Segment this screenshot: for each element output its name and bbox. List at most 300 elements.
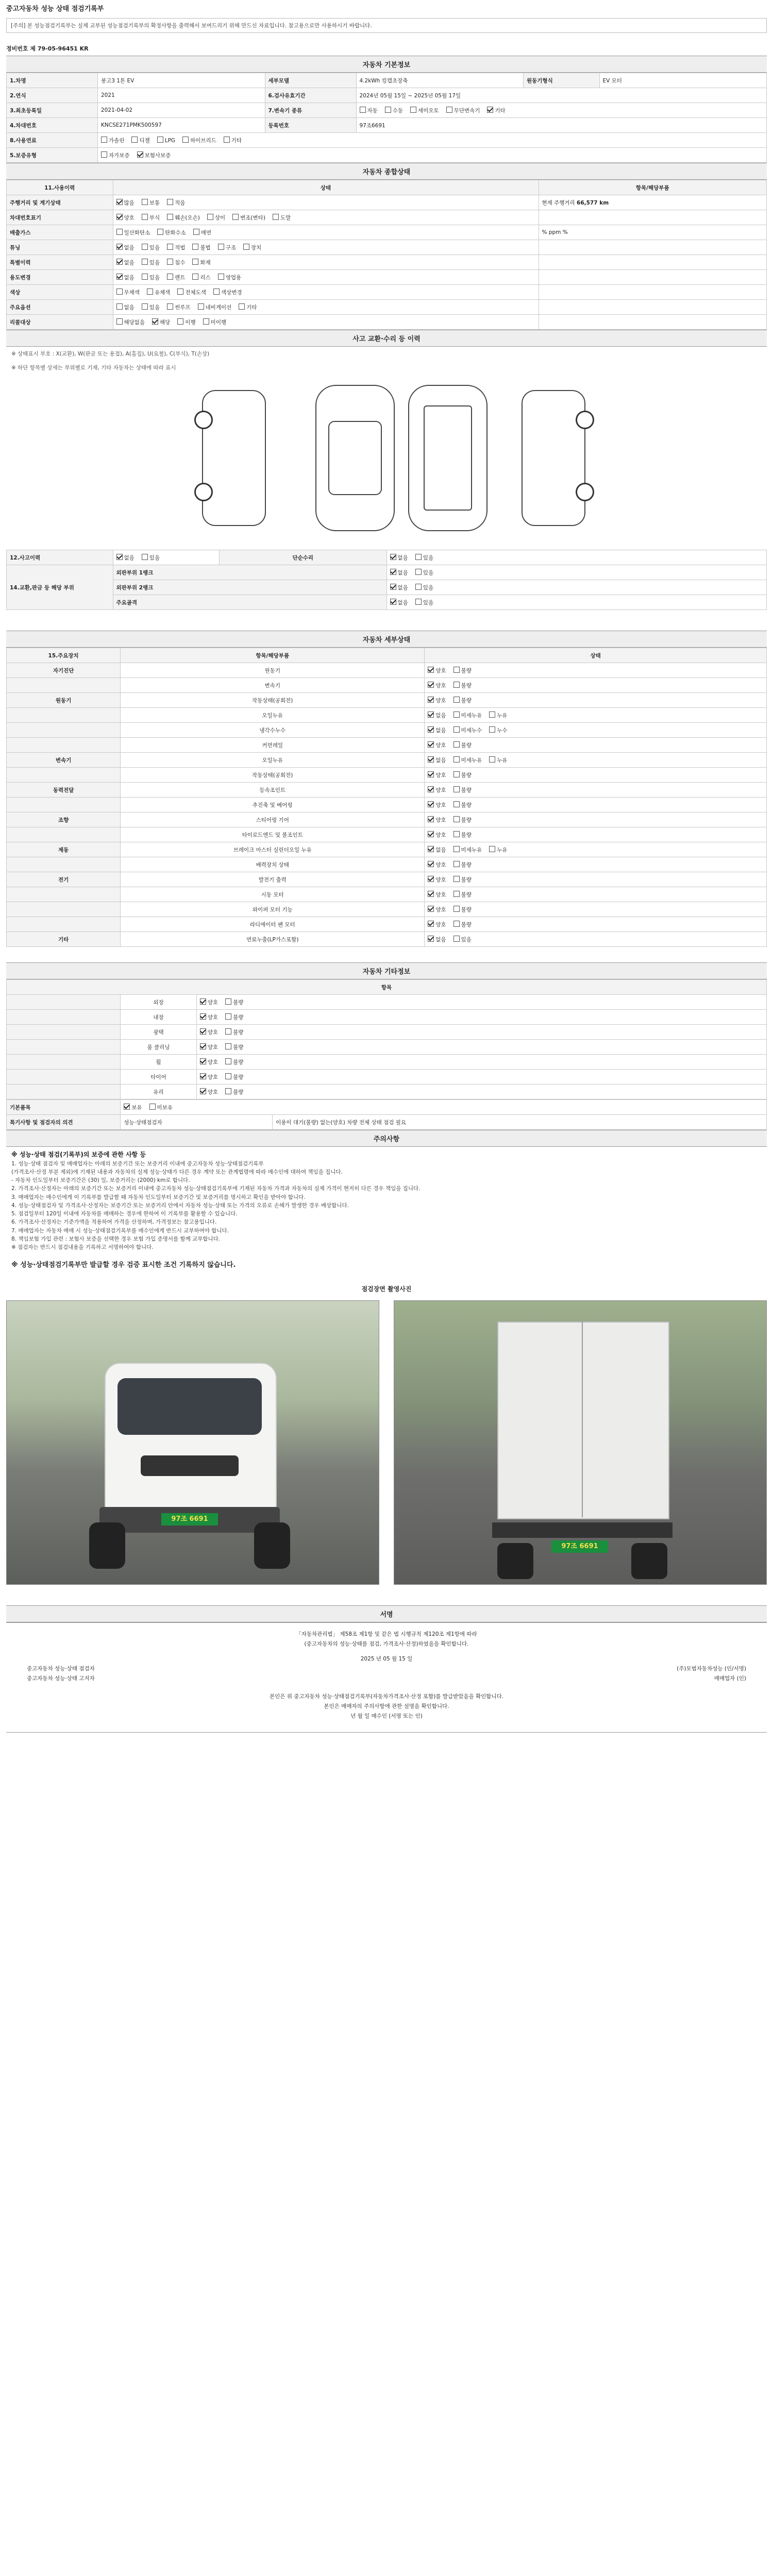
option-label: 적법 [175,244,186,251]
checkbox-icon[interactable] [428,682,434,688]
checkbox-icon[interactable] [428,936,434,942]
checkbox-icon[interactable] [213,289,220,295]
checkbox-icon[interactable] [428,667,434,673]
checkbox-option[interactable] [225,1058,243,1066]
checkbox-icon[interactable] [273,214,279,220]
checkbox-option[interactable] [453,667,472,674]
checkbox-option[interactable] [428,936,446,943]
checkbox-icon[interactable] [360,107,366,113]
detail-state [425,708,767,723]
checkbox-icon[interactable] [142,303,148,310]
checkbox-option[interactable] [116,259,135,266]
checkbox-icon[interactable] [147,289,153,295]
checkbox-icon[interactable] [453,936,460,942]
checkbox-option[interactable] [218,274,241,281]
checkbox-icon[interactable] [390,554,396,560]
checkbox-icon[interactable] [225,1058,231,1064]
checkbox-icon[interactable] [218,244,224,250]
checkbox-icon[interactable] [487,107,493,113]
checkbox-icon[interactable] [428,711,434,718]
checkbox-option[interactable] [213,289,242,296]
rank2-options [386,580,767,595]
checkbox-icon[interactable] [131,137,138,143]
checkbox-icon[interactable] [453,891,460,897]
cert-label: 정비번호 제 [6,45,36,52]
checkbox-icon[interactable] [177,289,183,295]
notes-line: 4. 성능·상태점검자 및 가격조사·산정자는 보증기간 또는 보증거리 안에서 자동차 성능·상태 또는 가격의 오류로 손해가 발생한 경우 배상합니다. [11,1202,349,1209]
checkbox-icon[interactable] [157,229,163,235]
checkbox-icon[interactable] [232,214,239,220]
checkbox-option[interactable] [124,1104,142,1111]
checkbox-option[interactable] [116,274,135,281]
checkbox-icon[interactable] [192,274,198,280]
checkbox-icon[interactable] [428,921,434,927]
checkbox-icon[interactable] [193,229,199,235]
detail-item: 오일누유 [121,708,425,723]
checkbox-icon[interactable] [142,554,148,560]
checkbox-icon[interactable] [177,318,183,325]
checkbox-option[interactable] [203,318,226,326]
checkbox-option[interactable] [453,906,472,913]
checkbox-option[interactable] [453,831,472,839]
checkbox-option[interactable] [489,711,507,719]
checkbox-option[interactable] [224,137,242,144]
checkbox-option[interactable] [142,244,160,251]
checkbox-option[interactable] [453,726,482,734]
checkbox-option[interactable] [149,1104,173,1111]
checkbox-icon[interactable] [428,786,434,792]
checkbox-option[interactable] [167,303,190,311]
checkbox-option[interactable] [116,303,135,311]
checkbox-option[interactable] [273,214,291,222]
checkbox-option[interactable] [225,998,243,1006]
checkbox-option[interactable] [142,259,160,266]
motor-label: 원동기형식 [524,73,600,88]
option-label: 있음 [461,936,472,943]
checkbox-icon[interactable] [489,756,495,762]
checkbox-option[interactable] [142,214,160,222]
detail-group: 원동기 [7,693,121,708]
checkbox-icon[interactable] [453,921,460,927]
checkbox-option[interactable] [101,151,130,159]
checkbox-icon[interactable] [116,318,123,325]
checkbox-option[interactable] [198,303,232,311]
checkbox-icon[interactable] [453,771,460,777]
checkbox-option[interactable] [489,726,507,734]
checkbox-option[interactable] [200,1058,218,1066]
option-label: 불량 [461,742,472,749]
checkbox-option[interactable] [177,289,206,296]
checkbox-icon[interactable] [101,151,107,158]
checkbox-icon[interactable] [390,599,396,605]
option-label: 불량 [233,1059,244,1065]
checkbox-icon[interactable] [200,1043,206,1049]
checkbox-option[interactable] [193,229,211,236]
status-row [7,255,767,270]
checkbox-option[interactable] [428,921,446,928]
other-row-options [196,1084,766,1099]
checkbox-option[interactable] [192,259,210,266]
checkbox-icon[interactable] [410,107,416,113]
checkbox-icon[interactable] [200,1013,206,1020]
checkbox-option[interactable] [428,876,446,884]
checkbox-option[interactable] [453,846,482,854]
document-title: 중고자동차 성능 상태 점검기록부 [6,5,104,13]
checkbox-icon[interactable] [428,816,434,822]
checkbox-option[interactable] [410,107,439,114]
checkbox-icon[interactable] [200,1058,206,1064]
checkbox-option[interactable] [415,584,433,591]
checkbox-option[interactable] [428,711,446,719]
checkbox-icon[interactable] [116,229,123,235]
checkbox-icon[interactable] [453,831,460,837]
checkbox-option[interactable] [453,756,482,764]
checkbox-icon[interactable] [390,584,396,590]
checkbox-option[interactable] [137,151,171,159]
checkbox-icon[interactable] [453,667,460,673]
detail-item: 라디에이터 팬 모터 [121,917,425,932]
checkbox-option[interactable] [200,998,218,1006]
option-label: 있음 [149,259,160,266]
status-row-options [113,255,539,270]
checkbox-icon[interactable] [428,891,434,897]
checkbox-icon[interactable] [453,876,460,882]
checkbox-option[interactable] [207,214,225,222]
checkbox-option[interactable] [428,741,446,749]
checkbox-option[interactable] [157,229,186,236]
checkbox-icon[interactable] [225,1013,231,1020]
checkbox-icon[interactable] [116,259,123,265]
detail-state [425,723,767,738]
checkbox-icon[interactable] [225,1043,231,1049]
car-side-right-outline [522,390,585,526]
detail-state [425,887,767,902]
checkbox-option[interactable] [225,1028,243,1036]
checkbox-option[interactable] [453,697,472,704]
checkbox-icon[interactable] [225,1088,231,1094]
checkbox-icon[interactable] [116,554,123,560]
checkbox-option[interactable] [453,861,472,869]
checkbox-icon[interactable] [207,214,213,220]
checkbox-option[interactable] [428,667,446,674]
checkbox-icon[interactable] [428,771,434,777]
checkbox-option[interactable] [239,303,257,311]
checkbox-option[interactable] [428,891,446,899]
checkbox-icon[interactable] [142,274,148,280]
checkbox-icon[interactable] [116,274,123,280]
checkbox-icon[interactable] [453,906,460,912]
checkbox-icon[interactable] [415,569,422,575]
checkbox-option[interactable] [446,107,480,114]
checkbox-option[interactable] [167,274,185,281]
checkbox-option[interactable] [200,1043,218,1051]
checkbox-icon[interactable] [415,599,422,605]
checkbox-icon[interactable] [192,244,198,250]
checkbox-icon[interactable] [428,741,434,748]
checkbox-option[interactable] [453,891,472,899]
checkbox-icon[interactable] [116,214,123,220]
option-label: 불량 [461,697,472,704]
checkbox-option[interactable] [489,756,507,764]
checkbox-icon[interactable] [453,756,460,762]
checkbox-icon[interactable] [225,998,231,1005]
checkbox-option[interactable] [453,786,472,794]
checkbox-option[interactable] [487,107,505,114]
checkbox-option[interactable] [232,214,265,222]
option-label: 불량 [461,832,472,838]
checkbox-icon[interactable] [390,569,396,575]
status-row-label: 리콜대상 [7,315,113,330]
status-row [7,315,767,330]
checkbox-option[interactable] [428,771,446,779]
checkbox-icon[interactable] [200,1028,206,1035]
checkbox-option[interactable] [453,921,472,928]
checkbox-icon[interactable] [428,906,434,912]
checkbox-option[interactable] [390,554,408,562]
checkbox-icon[interactable] [182,137,189,143]
checkbox-icon[interactable] [218,274,224,280]
other-row-item: 내장 [121,1010,197,1025]
basic-info-header: 자동차 기본정보 [6,56,767,73]
option-label: 미세누유 [461,846,482,853]
checkbox-icon[interactable] [453,801,460,807]
checkbox-icon[interactable] [243,244,249,250]
checkbox-option[interactable] [152,318,170,326]
status-row [7,195,767,210]
checkbox-icon[interactable] [116,244,123,250]
checkbox-option[interactable] [116,554,135,562]
option-label: 기타 [231,137,242,144]
checkbox-icon[interactable] [157,137,163,143]
checkbox-option[interactable] [360,107,378,114]
checkbox-option[interactable] [225,1013,243,1021]
detail-state [425,693,767,708]
checkbox-icon[interactable] [453,682,460,688]
checkbox-icon[interactable] [415,554,422,560]
checkbox-icon[interactable] [453,741,460,748]
checkbox-icon[interactable] [428,846,434,852]
inspect-label: 6.검사유효기간 [265,88,356,103]
checkbox-icon[interactable] [225,1073,231,1079]
option-label: 있음 [423,584,434,591]
checkbox-option[interactable] [243,244,261,251]
status-row-note [539,315,767,330]
checkbox-icon[interactable] [428,756,434,762]
checkbox-option[interactable] [428,786,446,794]
checkbox-option[interactable] [200,1013,218,1021]
checkbox-option[interactable] [218,244,236,251]
checkbox-option[interactable] [225,1088,243,1096]
checkbox-option[interactable] [142,274,160,281]
checkbox-option[interactable] [453,816,472,824]
checkbox-option[interactable] [142,199,160,207]
checkbox-option[interactable] [428,816,446,824]
checkbox-option[interactable] [428,697,446,704]
checkbox-icon[interactable] [489,846,495,852]
detail-group: 동력전달 [7,783,121,798]
checkbox-icon[interactable] [124,1104,130,1110]
checkbox-option[interactable] [116,229,150,236]
checkbox-option[interactable] [116,199,135,207]
checkbox-icon[interactable] [453,816,460,822]
checkbox-option[interactable] [142,554,160,562]
checkbox-option[interactable] [428,682,446,689]
exterior-header: 사고 교환·수리 등 이력 [6,330,767,347]
status-row-note [539,270,767,285]
checkbox-option[interactable] [428,831,446,839]
checkbox-option[interactable] [415,599,433,606]
checkbox-icon[interactable] [200,998,206,1005]
checkbox-option[interactable] [182,137,216,144]
checkbox-option[interactable] [428,756,446,764]
status-row-label: 특별이력 [7,255,113,270]
other-row-options [196,1070,766,1084]
checkbox-icon[interactable] [116,199,123,205]
checkbox-option[interactable] [142,303,160,311]
checkbox-option[interactable] [453,801,472,809]
checkbox-icon[interactable] [142,214,148,220]
checkbox-option[interactable] [385,107,403,114]
checkbox-icon[interactable] [489,726,495,733]
checkbox-option[interactable] [157,137,175,144]
checkbox-icon[interactable] [198,303,204,310]
checkbox-option[interactable] [489,846,507,854]
checkbox-icon[interactable] [167,214,173,220]
checkbox-icon[interactable] [167,259,173,265]
checkbox-option[interactable] [453,771,472,779]
option-label: 양호 [207,1089,219,1095]
checkbox-icon[interactable] [428,726,434,733]
checkbox-icon[interactable] [152,318,158,325]
checkbox-option[interactable] [428,726,446,734]
checkbox-icon[interactable] [167,303,173,310]
checkbox-icon[interactable] [224,137,230,143]
other-row-options [196,1040,766,1055]
checkbox-icon[interactable] [453,726,460,733]
checkbox-option[interactable] [147,289,170,296]
checkbox-option[interactable] [116,318,145,326]
checkbox-option[interactable] [428,906,446,913]
checkbox-option[interactable] [116,244,135,251]
option-label: 양호 [435,772,446,778]
checkbox-option[interactable] [167,199,185,207]
checkbox-icon[interactable] [167,199,173,205]
detail-group: 변속기 [7,753,121,768]
checkbox-icon[interactable] [453,861,460,867]
checkbox-icon[interactable] [203,318,209,325]
checkbox-icon[interactable] [428,876,434,882]
checkbox-option[interactable] [200,1028,218,1036]
detail-state [425,738,767,753]
checkbox-icon[interactable] [225,1028,231,1035]
checkbox-option[interactable] [428,801,446,809]
checkbox-icon[interactable] [142,244,148,250]
checkbox-option[interactable] [453,936,472,943]
checkbox-icon[interactable] [239,303,245,310]
checkbox-icon[interactable] [192,259,198,265]
checkbox-option[interactable] [177,318,195,326]
detail-item: 변속기 [121,678,425,693]
checkbox-icon[interactable] [428,831,434,837]
checkbox-icon[interactable] [453,697,460,703]
checkbox-icon[interactable] [200,1088,206,1094]
detail-state [425,663,767,678]
checkbox-icon[interactable] [385,107,391,113]
checkbox-icon[interactable] [142,259,148,265]
checkbox-icon[interactable] [101,137,107,143]
checkbox-icon[interactable] [167,274,173,280]
checkbox-option[interactable] [390,599,408,606]
checkbox-option[interactable] [453,741,472,749]
detail-item: 추진축 및 베어링 [121,798,425,812]
checkbox-option[interactable] [167,259,185,266]
detail-item: 와이퍼 모터 기능 [121,902,425,917]
checkbox-option[interactable] [200,1073,218,1081]
notes-line: 6. 가격조사·산정자는 기준가액을 적용하여 가격을 산정하며, 가격정보는 참고용입니다. [11,1219,217,1226]
checkbox-option[interactable] [390,584,408,591]
checkbox-option[interactable] [453,682,472,689]
checkbox-option[interactable] [390,569,408,577]
checkbox-icon[interactable] [116,303,123,310]
checkbox-icon[interactable] [428,801,434,807]
checkbox-option[interactable] [453,876,472,884]
checkbox-option[interactable] [131,137,149,144]
checkbox-option[interactable] [225,1073,243,1081]
checkbox-option[interactable] [101,137,124,144]
notes-line: (가격조사·산정 부분 제외)에 기재된 내용과 자동차의 실제 성능·상태가 다른 경우 계약 또는 관계법령에 따라 매수인에 대하여 책임을 집니다. [11,1168,343,1175]
checkbox-option[interactable] [428,846,446,854]
checkbox-option[interactable] [453,711,482,719]
checkbox-icon[interactable] [453,711,460,718]
checkbox-option[interactable] [428,861,446,869]
checkbox-icon[interactable] [453,786,460,792]
checkbox-option[interactable] [415,554,433,562]
other-row-options [196,1010,766,1025]
checkbox-option[interactable] [225,1043,243,1051]
checkbox-icon[interactable] [428,861,434,867]
option-label: 양호 [435,921,446,928]
checkbox-option[interactable] [167,244,185,251]
checkbox-icon[interactable] [446,107,452,113]
opinion-text: 이용이 대기(불량) 없는(양호) 차량 전체 상태 점검 필요 [273,1115,767,1130]
simple-repair-options [386,550,767,565]
option-label: 자동 [367,107,378,114]
status-row-label: 배출가스 [7,225,113,240]
checkbox-icon[interactable] [142,199,148,205]
detail-group [7,887,121,902]
checkbox-icon[interactable] [428,697,434,703]
status-row-options [113,210,539,225]
checkbox-icon[interactable] [489,711,495,718]
checkbox-option[interactable] [192,274,210,281]
checkbox-icon[interactable] [415,584,422,590]
checkbox-option[interactable] [192,244,210,251]
checkbox-icon[interactable] [116,289,123,295]
sig-line3: 본인은 위 중고자동차 성능·상태점검기록부(자동차가격조사·산정 포함)를 발급받았음을 확인합니다. [269,1693,504,1700]
checkbox-option[interactable] [167,214,200,222]
checkbox-option[interactable] [200,1088,218,1096]
checkbox-icon[interactable] [453,846,460,852]
checkbox-icon[interactable] [167,244,173,250]
checkbox-icon[interactable] [200,1073,206,1079]
checkbox-icon[interactable] [137,151,143,158]
checkbox-option[interactable] [415,569,433,577]
checkbox-option[interactable] [116,214,135,222]
other-row-options [196,1025,766,1040]
notes-line: - 자동차 인도일부터 보증기간은 (30) 일, 보증거리는 (2000) km로 합니다. [11,1177,190,1184]
checkbox-option[interactable] [116,289,140,296]
checkbox-icon[interactable] [149,1104,156,1110]
